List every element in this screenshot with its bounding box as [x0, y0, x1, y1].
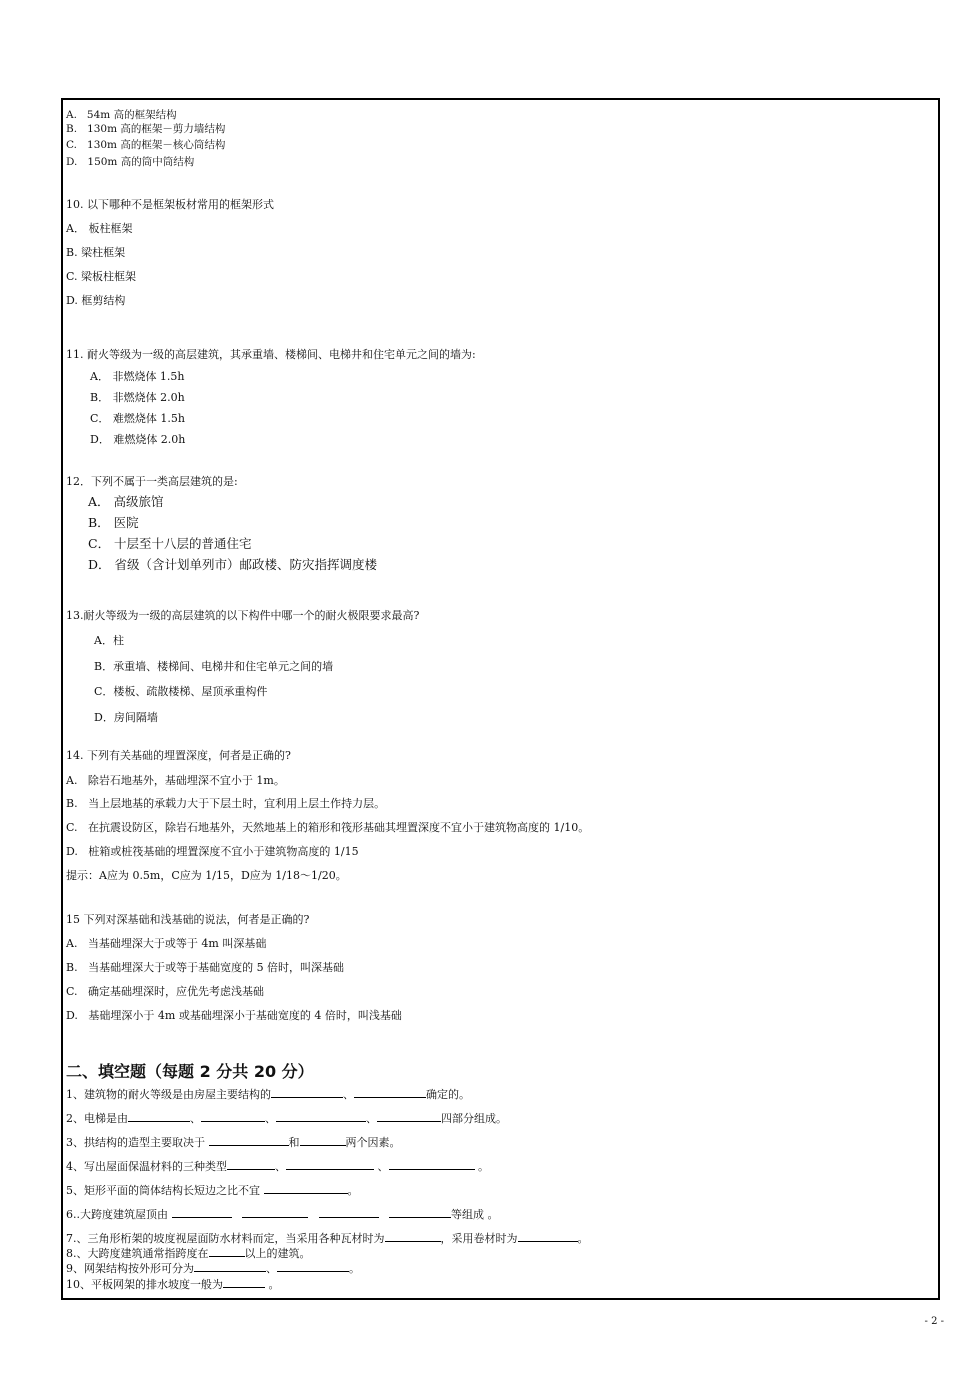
page-number: - 2 -	[924, 1316, 944, 1327]
blank-field[interactable]	[518, 1230, 578, 1242]
q10-question: 10. 以下哪种不是框架板材常用的框架形式	[66, 198, 274, 211]
fill-question-10: 10、平板网架的排水坡度一般为 。	[66, 1278, 280, 1291]
q15-option-b: B. 当基础埋深大于或等于基础宽度的 5 倍时，叫深基础	[66, 961, 345, 974]
q13-option-b: B．承重墙、楼梯间、电梯井和住宅单元之间的墙	[94, 660, 334, 673]
blank-field[interactable]	[319, 1206, 379, 1218]
q10-option-d: D. 框剪结构	[66, 294, 126, 307]
q9-option-d: D. 150m 高的筒中筒结构	[66, 156, 195, 168]
q14-option-b: B. 当上层地基的承载力大于下层土时，宜利用上层土作持力层。	[66, 797, 386, 810]
q14-option-c: C. 在抗震设防区，除岩石地基外，天然地基上的箱形和筏形基础其埋置深度不宜小于建筑物高度的 1/10。	[66, 821, 590, 834]
blank-field[interactable]	[128, 1110, 190, 1122]
blank-field[interactable]	[354, 1086, 426, 1098]
q9-option-a: A. 54m 高的框架结构	[66, 109, 177, 121]
q10-option-a: A． 板柱框架	[66, 222, 133, 235]
blank-field[interactable]	[242, 1206, 308, 1218]
q14-hint: 提示：A应为 0.5m，C应为 1/15，D应为 1/18～1/20。	[66, 869, 347, 882]
q12-option-a: A． 高级旅馆	[88, 494, 164, 509]
q11-question: 11. 耐火等级为一级的高层建筑，其承重墙、楼梯间、电梯井和住宅单元之间的墙为:	[66, 348, 476, 361]
q14-question: 14. 下列有关基础的埋置深度，何者是正确的?	[66, 749, 291, 762]
blank-field[interactable]	[389, 1206, 451, 1218]
fill-question-9: 9、网架结构按外形可分为 、 。	[66, 1262, 360, 1275]
fill-question-2: 2、电梯是由 、 、 、 四部分组成。	[66, 1112, 507, 1125]
blank-field[interactable]	[377, 1110, 441, 1122]
blank-field[interactable]	[389, 1158, 475, 1170]
blank-field[interactable]	[194, 1260, 266, 1272]
blank-field[interactable]	[209, 1245, 245, 1257]
fill-question-5: 5、矩形平面的筒体结构长短边之比不宜 。	[66, 1184, 359, 1197]
q10-option-b: B. 梁柱框架	[66, 246, 126, 259]
blank-field[interactable]	[277, 1260, 349, 1272]
q13-option-d: D．房间隔墙	[94, 711, 158, 724]
q14-option-d: D. 桩箱或桩筏基础的埋置深度不宜小于建筑物高度的 1/15	[66, 845, 359, 858]
fill-question-7: 7.、三角形桁架的坡度视屋面防水材料而定，当采用各种瓦材时为 ，采用卷材时为 。	[66, 1232, 589, 1245]
blank-field[interactable]	[172, 1206, 232, 1218]
q11-option-b: B． 非燃烧体 2.0h	[90, 391, 185, 404]
blank-field[interactable]	[271, 1086, 343, 1098]
q15-option-a: A. 当基础埋深大于或等于 4m 叫深基础	[66, 937, 267, 950]
fill-question-8: 8.、大跨度建筑通常指跨度在 以上的建筑。	[66, 1247, 311, 1260]
q12-option-c: C． 十层至十八层的普通住宅	[88, 536, 252, 551]
blank-field[interactable]	[223, 1276, 265, 1288]
q10-option-c: C. 梁板柱框架	[66, 270, 137, 283]
fill-question-6: 6..大跨度建筑屋顶由 等组成 。	[66, 1208, 499, 1221]
blank-field[interactable]	[276, 1110, 366, 1122]
q15-question: 15 下列对深基础和浅基础的说法，何者是正确的?	[66, 913, 310, 926]
section-2-heading: 二、填空题（每题 2 分共 20 分）	[66, 1062, 314, 1081]
blank-field[interactable]	[209, 1134, 289, 1146]
q11-option-a: A． 非燃烧体 1.5h	[90, 370, 185, 383]
fill-question-3: 3、拱结构的造型主要取决于 和 两个因素。	[66, 1136, 401, 1149]
q13-option-c: C．楼板、疏散楼梯、屋顶承重构件	[94, 685, 268, 698]
q15-option-d: D. 基础埋深小于 4m 或基础埋深小于基础宽度的 4 倍时，叫浅基础	[66, 1009, 402, 1022]
q12-question: 12．下列不属于一类高层建筑的是:	[66, 475, 238, 488]
blank-field[interactable]	[264, 1182, 348, 1194]
q11-option-d: D． 难燃烧体 2.0h	[90, 433, 186, 446]
q11-option-c: C． 难燃烧体 1.5h	[90, 412, 185, 425]
q15-option-c: C. 确定基础埋深时，应优先考虑浅基础	[66, 985, 265, 998]
blank-field[interactable]	[201, 1110, 265, 1122]
q12-option-b: B． 医院	[88, 515, 139, 530]
fill-question-1: 1、建筑物的耐火等级是由房屋主要结构的 、 确定的。	[66, 1088, 470, 1101]
blank-field[interactable]	[286, 1158, 374, 1170]
q13-option-a: A．柱	[94, 634, 124, 647]
blank-field[interactable]	[300, 1134, 346, 1146]
blank-field[interactable]	[227, 1158, 275, 1170]
q9-option-b: B. 130m 高的框架－剪力墙结构	[66, 123, 226, 135]
blank-field[interactable]	[385, 1230, 441, 1242]
fill-question-4: 4、写出屋面保温材料的三种类型 、 、 。	[66, 1160, 489, 1173]
q12-option-d: D． 省级（含计划单列市）邮政楼、防灾指挥调度楼	[88, 557, 377, 572]
q14-option-a: A. 除岩石地基外，基础埋深不宜小于 1m。	[66, 774, 285, 787]
q13-question: 13.耐火等级为一级的高层建筑的以下构件中哪一个的耐火极限要求最高?	[66, 609, 420, 622]
q9-option-c: C. 130m 高的框架－核心筒结构	[66, 139, 226, 151]
